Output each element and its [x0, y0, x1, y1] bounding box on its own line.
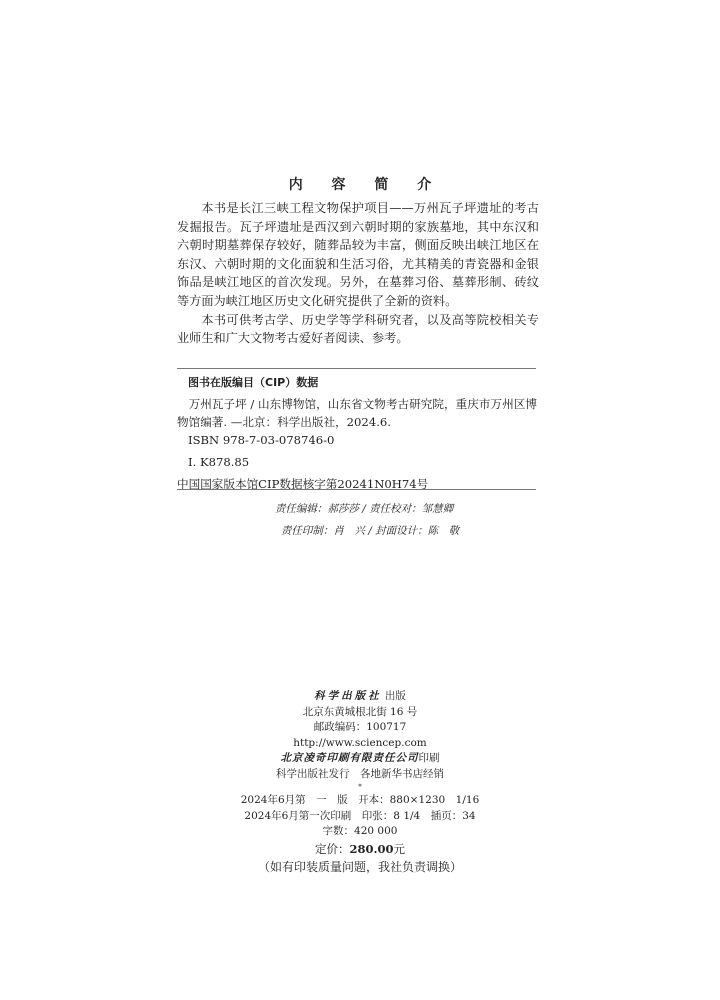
publisher-suffix: 出版	[381, 690, 406, 702]
publisher-line	[0, 689, 720, 705]
summary-paragraph: 本书可供考古学、历史学等学科研究者，以及高等院校相关专业师生和广大文物考古爱好者阅读、参考。	[177, 312, 539, 346]
cip-isbn: ISBN 978-7-03-078746-0	[188, 433, 335, 447]
publisher-postcode: 邮政编码：100717	[313, 721, 407, 733]
credits-printing-cover: 责任印制：肖 兴 / 封面设计：陈 敬	[280, 525, 460, 537]
price-unit: 元	[393, 841, 405, 856]
credits-editor-proofreader: 责任编辑：郝莎莎 / 责任校对：邹慧卿	[274, 503, 454, 515]
cip-description: 万州瓦子坪 / 山东博物馆，山东省文物考古研究院，重庆市万州区博物馆编著. —北京：科学出版社，2024.6.	[177, 397, 537, 429]
editorial-credits	[0, 498, 720, 542]
word-count: 字数：420 000	[322, 825, 398, 837]
separator-asterisk: *	[358, 783, 362, 791]
printing-line: 2024年6月第一次印刷 印张：8 1/4 插页：34	[244, 809, 476, 822]
cip-record-number: 中国国家版本馆CIP数据核字第20241N0H74号	[177, 477, 429, 491]
publisher-website: http://www.sciencep.com	[293, 736, 427, 749]
cip-block	[177, 374, 537, 493]
quality-notice: （如有印装质量问题，我社负责调换）	[257, 859, 462, 874]
printer-name: 北京凌奇印刷有限责任公司	[280, 752, 419, 764]
printer-line	[0, 751, 720, 767]
distribution-line: 科学出版社发行 各地新华书店经销	[276, 767, 444, 780]
price-label: 定价：	[314, 841, 350, 856]
edition-line: 2024年6月第 一 版 开本：880×1230 1/16	[240, 794, 480, 806]
summary-body	[177, 199, 539, 348]
cip-classification: Ⅰ. K878.85	[188, 455, 250, 469]
summary-title: 内 容 简 介	[288, 177, 444, 193]
colophon	[0, 689, 720, 876]
cip-bottom-divider	[177, 489, 536, 490]
publisher-address: 北京东黄城根北街 16 号	[302, 705, 418, 718]
price-line	[0, 840, 720, 858]
summary-paragraph: 本书是长江三峡工程文物保护项目——万州瓦子坪遗址的考古发掘报告。瓦子坪遗址是西汉到六朝时期的家族墓地，其中东汉和六朝时期墓葬保存较好，随葬品较为丰富，侧面反映出峡江地区在东汉、六朝时期的文化面貌和生活习俗，尤其精美的青瓷器和金银饰品是峡江地区的首次发现。另外，在墓葬习俗、墓葬形制、砖纹等方面为峡江地区历史文化研究提供了全新的资料。	[177, 201, 539, 308]
publisher-name: 科学出版社	[314, 690, 382, 702]
cip-top-divider	[177, 368, 536, 369]
printer-suffix: 印刷	[418, 752, 440, 764]
price-value: 280.00	[349, 841, 394, 856]
cip-heading: 图书在版编目（CIP）数据	[188, 376, 319, 389]
